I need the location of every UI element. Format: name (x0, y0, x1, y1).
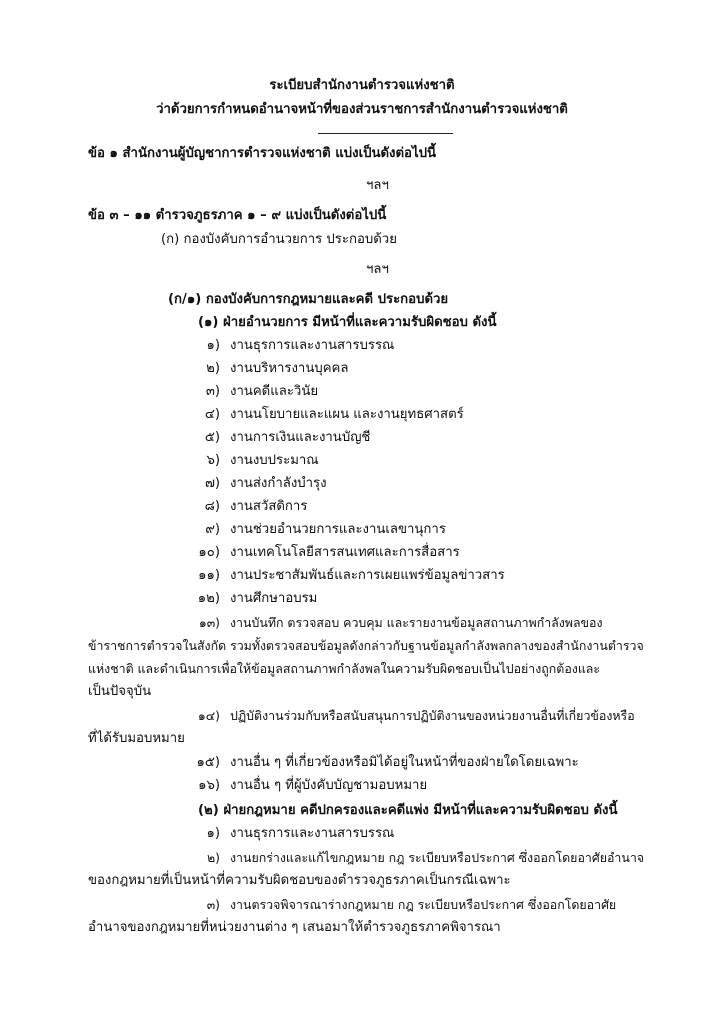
sub-clause-k1: (ก/๑) กองบังคับการกฎหมายและคดี ประกอบด้วย (168, 292, 449, 307)
list-item: ๘) งานสวัสดิการ (204, 499, 308, 514)
list-item: ๑๑) งานประชาสัมพันธ์และการเผยแพร่ข้อมูลข่าวสาร (198, 568, 505, 583)
list-item: ๒) งานบริหารงานบุคคล (206, 361, 349, 376)
list-item: ๑๓) งานบันทึก ตรวจสอบ ควบคุม และรายงานข้อมูลสถานภาพกำลังพลของ (198, 615, 603, 630)
list-item: ๗) งานส่งกำลังบำรุง (204, 476, 327, 491)
section-2-title: (๒) ฝ่ายกฎหมาย คดีปกครองและคดีแพ่ง มีหน้าที่และความรับผิดชอบ ดังนี้ (198, 803, 618, 818)
list-item: ๑๒) งานศึกษาอบรม (197, 591, 318, 606)
list-item: ๑๔) ปฏิบัติงานร่วมกับหรือสนับสนุนการปฏิบัติงานของหน่วยงานอื่นที่เกี่ยวข้องหรือ (197, 708, 635, 723)
list-item: ๓) งานคดีและวินัย (205, 384, 319, 399)
list-item: ๑) งานธุรการและงานสารบรรณ (206, 338, 395, 353)
list-item: ๑๕) งานอื่น ๆ ที่เกี่ยวข้องหรือมิได้อยู่ในหน้าที่ของฝ่ายใดโดยเฉพาะ (196, 755, 579, 770)
list-item: ๒) งานยกร่างและแก้ไขกฎหมาย กฎ ระเบียบหรือประกาศ ซึ่งออกโดยอาศัยอำนาจ (206, 850, 645, 865)
doc-subtitle: ว่าด้วยการกำหนดอำนาจหน้าที่ของส่วนราชการสำนักงานตำรวจแห่งชาติ (156, 102, 568, 117)
etc-marker: ฯลฯ (366, 178, 389, 193)
list-item: ๑๐) งานเทคโนโลยีสารสนเทศและการสื่อสาร (198, 545, 460, 560)
section-1-title: (๑) ฝ่ายอำนวยการ มีหน้าที่และความรับผิดชอบ ดังนี้ (198, 315, 497, 330)
list-item-continuation: ข้าราชการตำรวจในสังกัด รวมทั้งตรวจสอบข้อมูลดังกล่าวกับฐานข้อมูลกำลังพลกลางของสำนักงานตำรวจ (88, 638, 644, 653)
list-item: ๔) งานนโยบายและแผน และงานยุทธศาสตร์ (204, 407, 464, 422)
clause-3: ข้อ ๓ – ๑๑ ตำรวจภูธรภาค ๑ – ๙ แบ่งเป็นดังต่อไปนี้ (88, 208, 387, 223)
list-item-continuation: ที่ได้รับมอบหมาย (88, 731, 185, 746)
list-item: ๖) งานงบประมาณ (206, 453, 319, 468)
list-item: ๙) งานช่วยอำนวยการและงานเลขานุการ (205, 522, 446, 537)
list-item: ๑๖) งานอื่น ๆ ที่ผู้บังคับบัญชามอบหมาย (198, 778, 428, 793)
list-item-continuation: อำนาจของกฎหมายที่หน่วยงานต่าง ๆ เสนอมาให้ตำรวจภูธรภาคพิจารณา (88, 920, 501, 935)
clause-1: ข้อ ๑ สำนักงานผู้บัญชาการตำรวจแห่งชาติ แบ่งเป็นดังต่อไปนี้ (88, 146, 437, 161)
title-divider (318, 133, 453, 134)
doc-title: ระเบียบสำนักงานตำรวจแห่งชาติ (269, 78, 455, 93)
etc-marker: ฯลฯ (366, 262, 389, 277)
list-item-continuation: ของกฎหมายที่เป็นหน้าที่ความรับผิดชอบของตำรวจภูธรภาคเป็นกรณีเฉพาะ (88, 873, 511, 888)
list-item-continuation: เป็นปัจจุบัน (88, 684, 152, 699)
list-item: ๕) งานการเงินและงานบัญชี (204, 430, 371, 445)
list-item: ๓) งานตรวจพิจารณาร่างกฎหมาย กฎ ระเบียบหรือประกาศ ซึ่งออกโดยอาศัย (206, 897, 617, 912)
sub-clause-k: (ก) กองบังคับการอำนวยการ ประกอบด้วย (161, 232, 397, 247)
list-item: ๑) งานธุรการและงานสารบรรณ (206, 826, 395, 841)
list-item-continuation: แห่งชาติ และดำเนินการเพื่อให้ข้อมูลสถานภาพกำลังพลในความรับผิดชอบเป็นไปอย่างถูกต้องและ (88, 661, 601, 676)
